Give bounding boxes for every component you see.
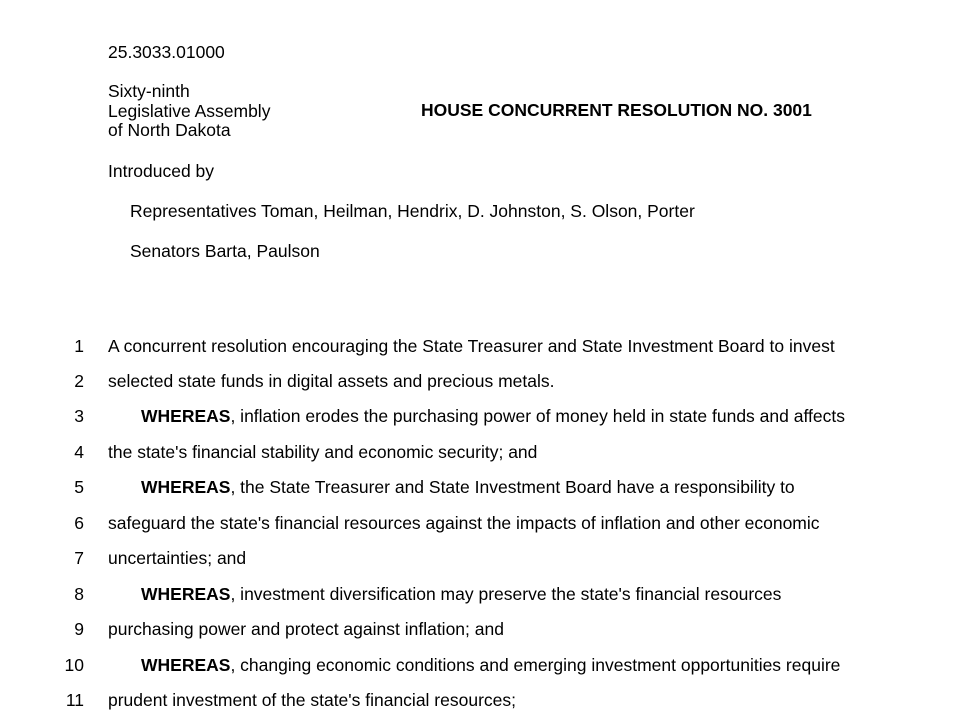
line-body: uncertainties; and	[108, 548, 247, 568]
assembly-block	[108, 82, 270, 141]
line-body: selected state funds in digital assets and precious metals.	[108, 371, 555, 391]
line-number: 8	[74, 584, 84, 604]
line-body: , investment diversification may preserve the state's financial resources	[230, 584, 782, 604]
line-text	[108, 371, 555, 392]
resolution-title: HOUSE CONCURRENT RESOLUTION NO. 3001	[421, 100, 812, 120]
whereas-keyword: WHEREAS	[141, 655, 231, 675]
line-body: prudent investment of the state's financial resources;	[108, 690, 517, 710]
line-text	[108, 513, 820, 534]
whereas-keyword: WHEREAS	[141, 584, 231, 604]
introduced-by-label: Introduced by	[108, 161, 215, 181]
line-body: A concurrent resolution encouraging the State Treasurer and State Investment Board to invest	[108, 336, 835, 356]
senators-list: Senators Barta, Paulson	[130, 241, 320, 261]
assembly-line: of North Dakota	[108, 120, 231, 140]
line-number: 5	[74, 477, 84, 497]
line-number: 11	[65, 690, 84, 710]
line-number: 9	[74, 619, 84, 639]
line-body: , inflation erodes the purchasing power of money held in state funds and affects	[230, 406, 845, 426]
whereas-keyword: WHEREAS	[141, 477, 231, 497]
line-text	[108, 442, 537, 463]
line-text	[141, 477, 795, 498]
line-body: the state's financial stability and economic security; and	[108, 442, 538, 462]
line-number: 7	[74, 548, 84, 568]
line-text	[108, 548, 246, 569]
bill-number: 25.3033.01000	[108, 42, 225, 62]
representatives-list: Representatives Toman, Heilman, Hendrix, D. Johnston, S. Olson, Porter	[130, 201, 695, 221]
line-number: 6	[74, 513, 84, 533]
line-body: , the State Treasurer and State Investment Board have a responsibility to	[230, 477, 795, 497]
assembly-line: Legislative Assembly	[108, 100, 271, 121]
line-body: safeguard the state's financial resources against the impacts of inflation and other economic	[108, 513, 820, 533]
line-text	[108, 690, 516, 711]
line-body: purchasing power and protect against inflation; and	[108, 619, 504, 639]
line-number: 3	[74, 406, 84, 426]
whereas-keyword: WHEREAS	[141, 406, 231, 426]
line-text	[141, 584, 781, 605]
line-text	[141, 655, 840, 676]
line-number: 10	[64, 655, 84, 675]
line-text	[141, 406, 845, 427]
line-number: 2	[74, 371, 84, 391]
line-body: , changing economic conditions and emerging investment opportunities require	[230, 655, 841, 675]
line-text	[108, 619, 504, 640]
line-number: 1	[74, 336, 84, 356]
line-number: 4	[74, 442, 84, 462]
line-text	[108, 336, 835, 357]
assembly-line: Sixty-ninth	[108, 81, 190, 101]
